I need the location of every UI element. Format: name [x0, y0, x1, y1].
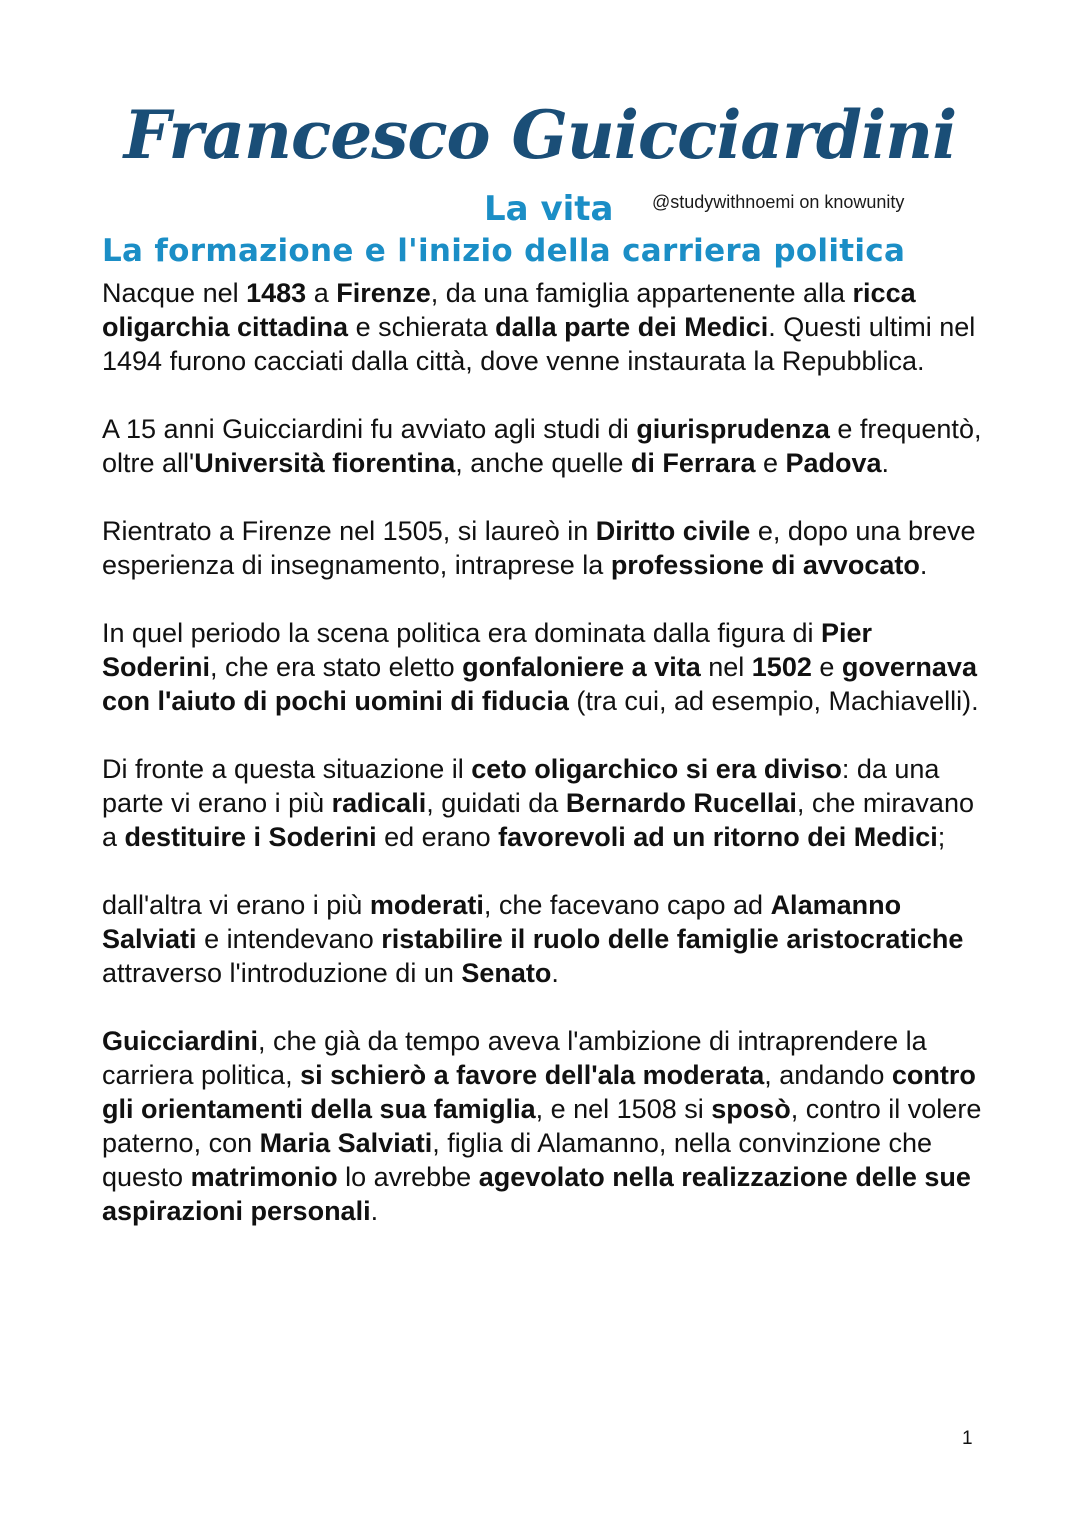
text-run: , che miravano a	[102, 788, 974, 852]
text-run: nel	[700, 652, 752, 682]
text-run: e, dopo una breve esperienza di insegnamento, intraprese la	[102, 516, 976, 580]
text-run: , figlia di Alamanno, nella convinzione che questo	[102, 1128, 933, 1192]
text-run: attraverso l'introduzione di un	[102, 958, 462, 988]
text-run: dall'altra vi erano i più	[102, 890, 370, 920]
bold-text-run: Guicciardini	[102, 1026, 259, 1056]
bold-text-run: ceto oligarchico si era diviso	[471, 754, 842, 784]
text-run: , che era stato eletto	[210, 652, 463, 682]
paragraph	[102, 752, 982, 854]
paragraph	[102, 412, 982, 480]
text-run: . Questi ultimi nel 1494 furono cacciati dalla città, dove venne instaurata la Repubblica.	[102, 312, 976, 376]
paragraph	[102, 888, 982, 990]
text-run: e schierata	[348, 312, 496, 342]
text-run: e	[755, 448, 786, 478]
text-run: , contro il volere paterno, con	[102, 1094, 982, 1158]
text-run: Di fronte a questa situazione il	[102, 754, 472, 784]
bold-text-run: di Ferrara	[630, 448, 756, 478]
bold-text-run: Maria Salviati	[259, 1128, 433, 1158]
paragraph	[102, 514, 982, 582]
bold-text-run: Diritto civile	[595, 516, 751, 546]
text-run: , guidati da	[426, 788, 566, 818]
section-title: La formazione e l'inizio della carriera politica	[102, 233, 906, 269]
bold-text-run: professione di avvocato	[610, 550, 920, 580]
bold-text-run: contro gli orientamenti della sua famiglia	[102, 1060, 976, 1124]
bold-text-run: Università fiorentina	[194, 448, 456, 478]
paragraph	[102, 276, 982, 378]
subtitle: La vita	[484, 189, 614, 229]
text-run: .	[919, 550, 928, 580]
text-run: Rientrato a Firenze nel 1505, si laureò in	[102, 516, 596, 546]
bold-text-run: radicali	[331, 788, 427, 818]
document-title: Francesco Guicciardini	[123, 96, 957, 174]
bold-text-run: dalla parte dei Medici	[495, 312, 769, 342]
bold-text-run: favorevoli ad un ritorno dei Medici	[498, 822, 938, 852]
bold-text-run: ristabilire il ruolo delle famiglie aristocratiche	[381, 924, 964, 954]
text-run: , anche quelle	[455, 448, 631, 478]
text-run: A 15 anni Guicciardini fu avviato agli studi di	[102, 414, 637, 444]
author-credit: @studywithnoemi on knowunity	[652, 192, 905, 212]
bold-text-run: Firenze	[336, 278, 431, 308]
bold-text-run: giurisprudenza	[636, 414, 830, 444]
bold-text-run: moderati	[369, 890, 484, 920]
text-run: Nacque nel	[102, 278, 247, 308]
text-run: ed erano	[376, 822, 499, 852]
text-run: , e nel 1508 si	[535, 1094, 712, 1124]
text-run: .	[881, 448, 890, 478]
text-run: a	[306, 278, 337, 308]
bold-text-run: Bernardo Rucellai	[565, 788, 797, 818]
body-text	[102, 276, 982, 1262]
text-run: .	[370, 1196, 379, 1226]
bold-text-run: ricca oligarchia cittadina	[102, 278, 916, 342]
bold-text-run: 1502	[751, 652, 812, 682]
text-run: : da una parte vi erano i più	[102, 754, 940, 818]
text-run: e	[811, 652, 842, 682]
text-run: ;	[937, 822, 946, 852]
bold-text-run: destituire i Soderini	[124, 822, 377, 852]
text-run: , da una famiglia appartenente alla	[430, 278, 853, 308]
text-run: (tra cui, ad esempio, Machiavelli).	[568, 686, 979, 716]
text-run: , che già da tempo aveva l'ambizione di intraprendere la carriera politica,	[102, 1026, 927, 1090]
bold-text-run: agevolato nella realizzazione delle sue aspirazioni personali	[102, 1162, 971, 1226]
text-run: .	[551, 958, 559, 988]
page-number: 1	[962, 1428, 973, 1449]
text-run: e intendevano	[196, 924, 382, 954]
text-run: , andando	[764, 1060, 892, 1090]
paragraph	[102, 1024, 982, 1228]
bold-text-run: Alamanno Salviati	[102, 890, 902, 954]
paragraph	[102, 616, 982, 718]
bold-text-run: si schierò a favore dell'ala moderata	[300, 1060, 765, 1090]
bold-text-run: 1483	[246, 278, 307, 308]
bold-text-run: gonfaloniere a vita	[462, 652, 701, 682]
bold-text-run: Padova	[785, 448, 882, 478]
bold-text-run: Senato	[461, 958, 552, 988]
bold-text-run: Pier Soderini	[102, 618, 873, 682]
bold-text-run: governava con l'aiuto di pochi uomini di fiducia	[102, 652, 977, 716]
bold-text-run: matrimonio	[190, 1162, 338, 1192]
text-run: , che facevano capo ad	[483, 890, 771, 920]
bold-text-run: sposò	[711, 1094, 791, 1124]
text-run: In quel periodo la scena politica era dominata dalla figura di	[102, 618, 821, 648]
text-run: lo avrebbe	[337, 1162, 479, 1192]
text-run: e frequentò, oltre all'	[102, 414, 982, 478]
